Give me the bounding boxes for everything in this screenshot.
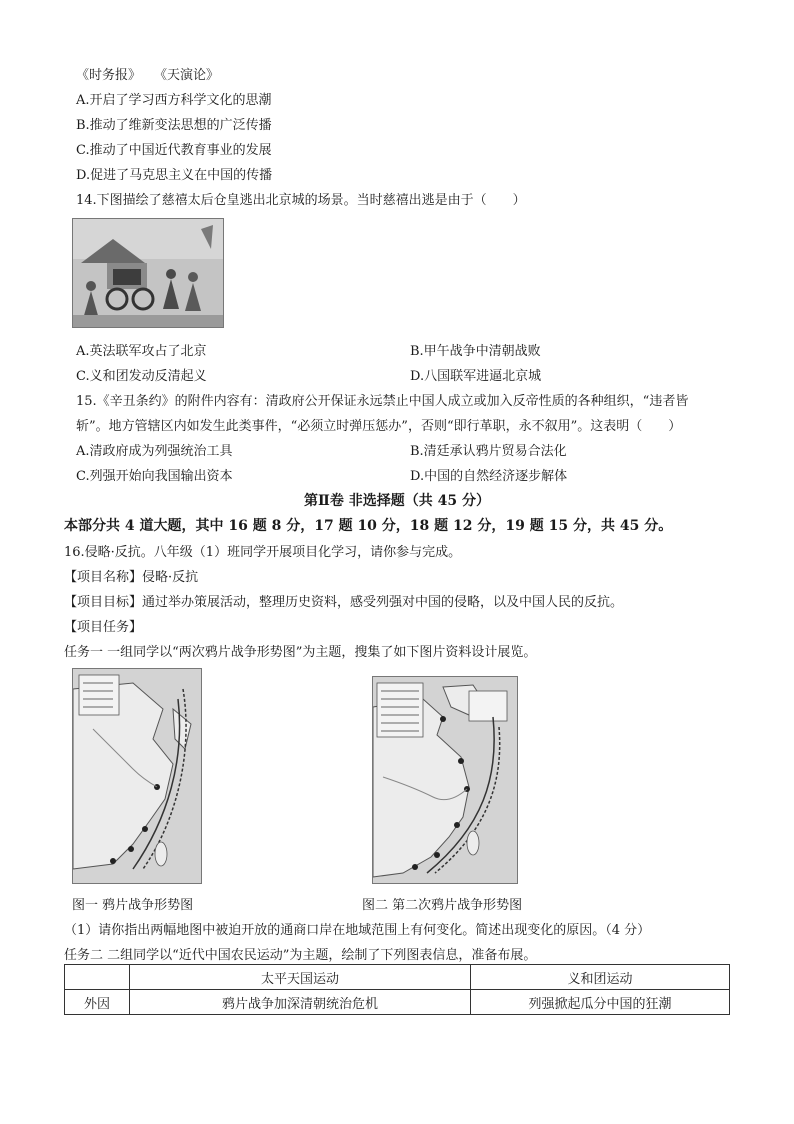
q13-sources: 《时务报》 《天演论》 — [76, 68, 220, 83]
map-two-caption: 图二 第二次鸦片战争形势图 — [362, 898, 523, 913]
first-opium-war-map — [72, 668, 202, 884]
q16-subquestion-1: （1）请你指出两幅地图中被迫开放的通商口岸在地域范围上有何变化。简述出现变化的原因。（4 分） — [64, 923, 651, 938]
q15-option-d: D.中国的自然经济逐步解体 — [410, 469, 568, 484]
project-goal: 【项目目标】通过举办策展活动，整理历史资料，感受列强对中国的侵略，以及中国人民的反抗。 — [64, 595, 624, 610]
table-header-cell: 太平天国运动 — [130, 965, 471, 990]
project-tasks: 【项目任务】 — [64, 620, 143, 635]
q15-stem-line2: 斩”。地方管辖区内如发生此类事件，“必须立时弹压惩办”，否则“即行革职，永不叙用”。这表明（ ） — [76, 419, 682, 434]
cixi-escape-illustration — [72, 218, 224, 328]
q15-option-c: C.列强开始向我国输出资本 — [76, 469, 233, 484]
second-opium-war-map — [372, 676, 518, 884]
project-name: 【项目名称】侵略·反抗 — [64, 570, 199, 585]
task-one: 任务一 一组同学以“两次鸦片战争形势图”为主题，搜集了如下图片资料设计展览。 — [64, 645, 537, 660]
table-header-row — [65, 965, 730, 990]
q14-option-c: C.义和团发动反清起义 — [76, 369, 207, 384]
table-row — [65, 990, 730, 1015]
section-note: 本部分共 4 道大题，其中 16 题 8 分，17 题 10 分，18 题 12 分，19 题 15 分，共 45 分。 — [64, 518, 673, 534]
table-header-cell: 义和团运动 — [471, 965, 730, 990]
peasant-movement-table — [64, 964, 730, 1015]
q15-option-b: B.清廷承认鸦片贸易合法化 — [410, 444, 567, 459]
section-title: 第Ⅱ卷 非选择题（共 45 分） — [304, 493, 490, 509]
map-one-caption: 图一 鸦片战争形势图 — [72, 898, 194, 913]
task-two: 任务二 二组同学以“近代中国农民运动”为主题，绘制了下列图表信息，准备布展。 — [64, 948, 537, 963]
q15-option-a: A.清政府成为列强统治工具 — [76, 444, 233, 459]
q14-option-b: B.甲午战争中清朝战败 — [410, 344, 541, 359]
q14-option-d: D.八国联军进逼北京城 — [410, 369, 542, 384]
q13-option-a: A.开启了学习西方科学文化的思潮 — [76, 93, 272, 108]
q16-stem: 16.侵略·反抗。八年级（1）班同学开展项目化学习，请你参与完成。 — [64, 545, 462, 560]
q14-stem: 14.下图描绘了慈禧太后仓皇逃出北京城的场景。当时慈禧出逃是由于（ ） — [76, 193, 526, 208]
table-row-label: 外因 — [65, 990, 130, 1015]
table-cell: 列强掀起瓜分中国的狂潮 — [471, 990, 730, 1015]
table-cell: 鸦片战争加深清朝统治危机 — [130, 990, 471, 1015]
q15-stem-line1: 15.《辛丑条约》的附件内容有：清政府公开保证永远禁止中国人成立或加入反帝性质的各种组织，“违者皆 — [76, 394, 689, 409]
q14-option-a: A.英法联军攻占了北京 — [76, 344, 207, 359]
q13-option-d: D.促进了马克思主义在中国的传播 — [76, 168, 273, 183]
q13-option-b: B.推动了维新变法思想的广泛传播 — [76, 118, 272, 133]
table-header-cell — [65, 965, 130, 990]
q13-option-c: C.推动了中国近代教育事业的发展 — [76, 143, 272, 158]
